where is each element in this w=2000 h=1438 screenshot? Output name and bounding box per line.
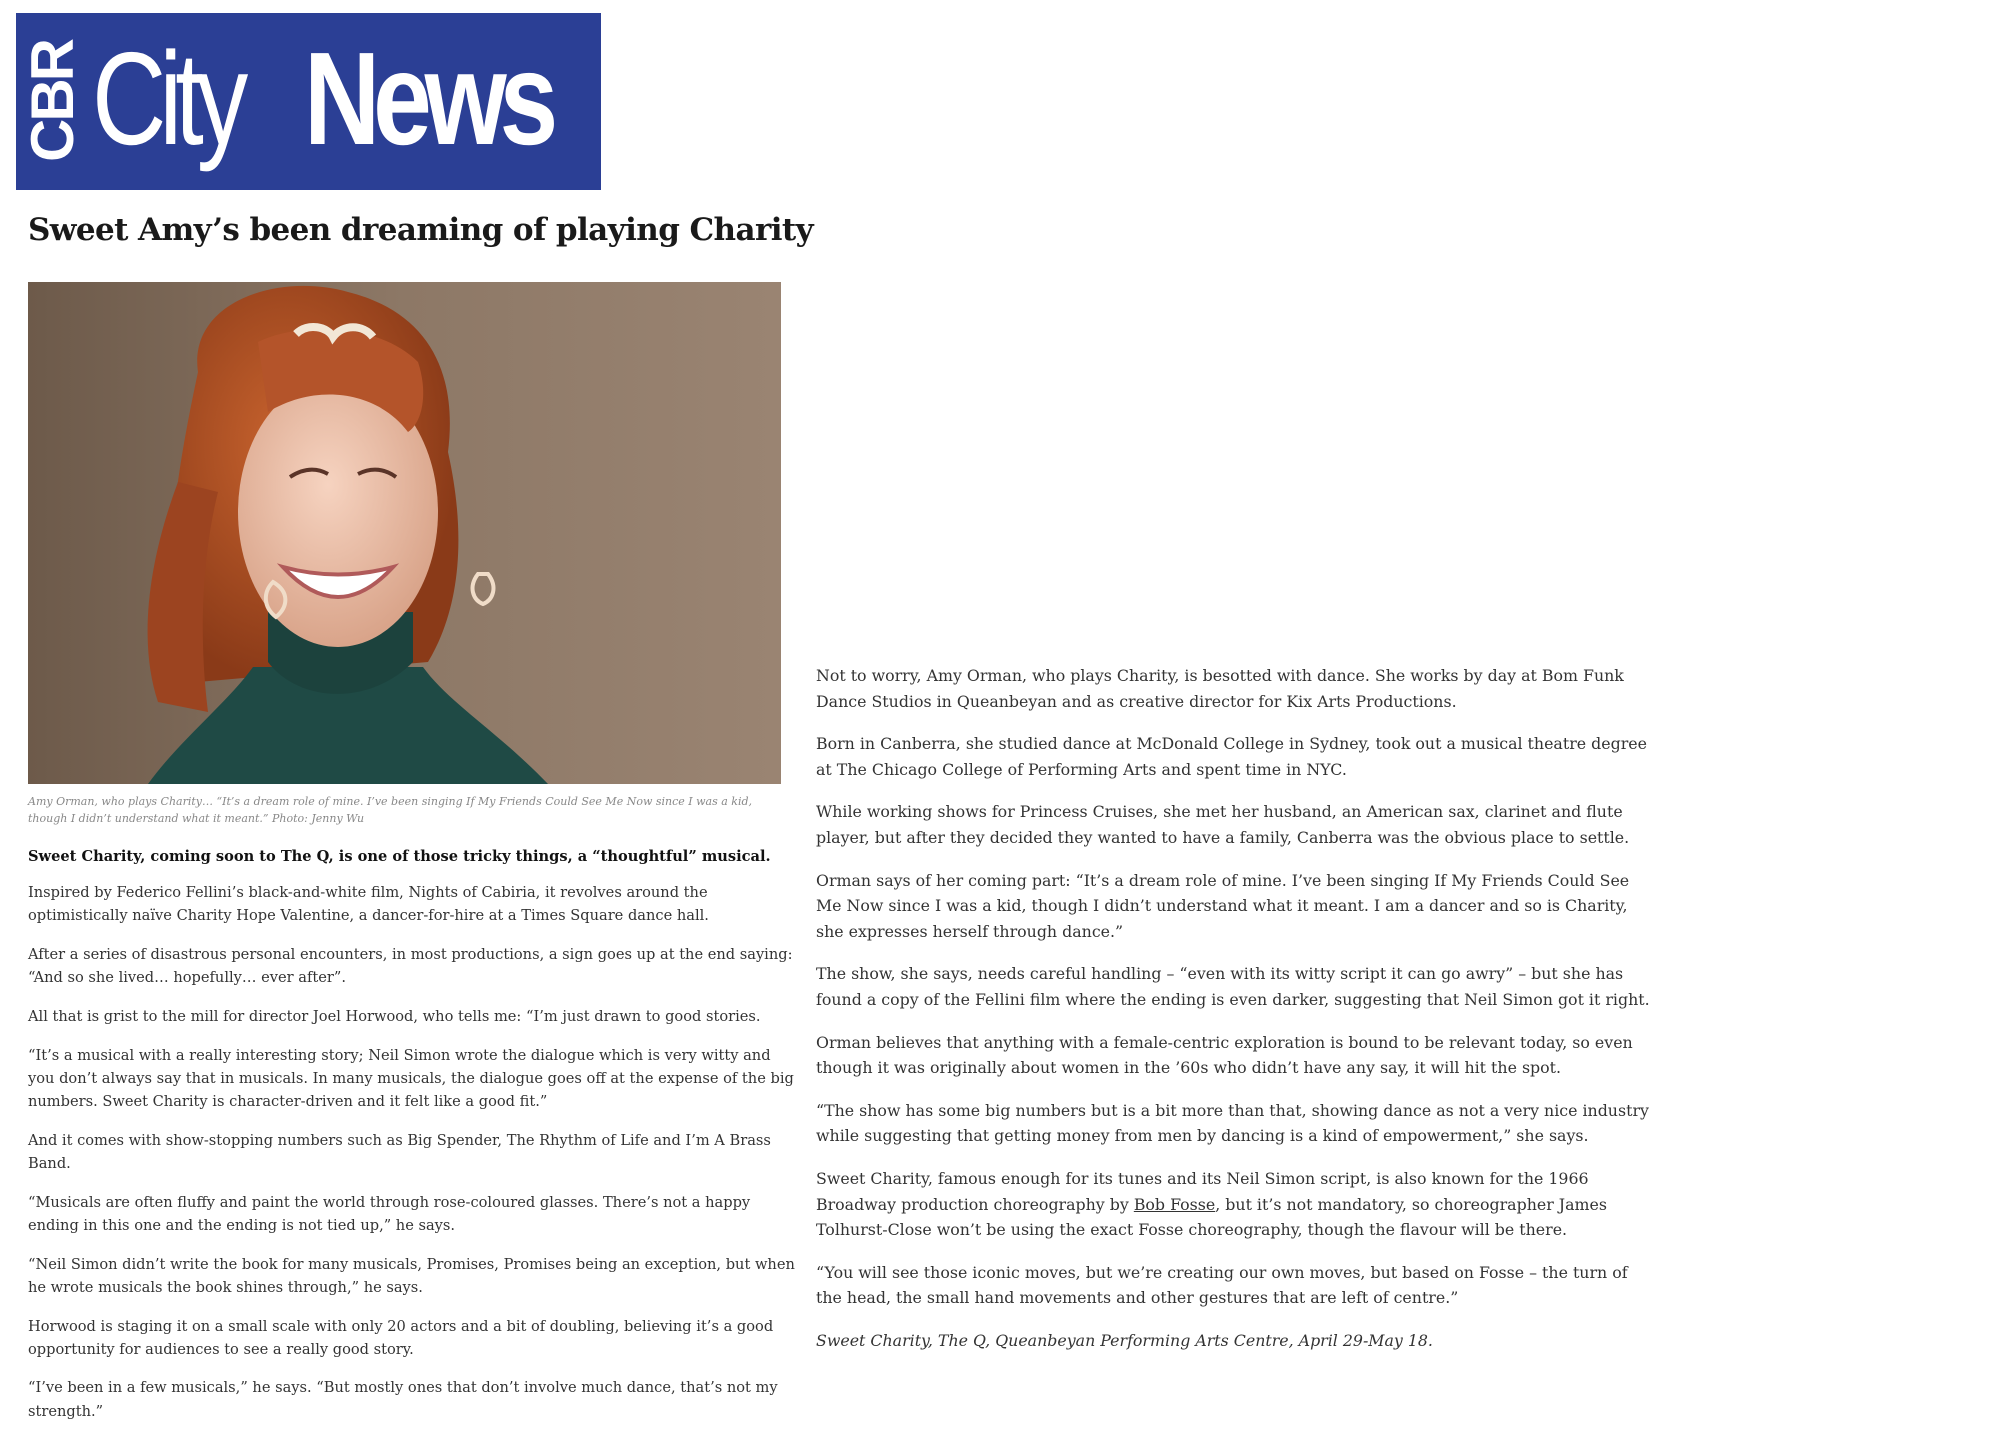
- article-paragraph: The show, she says, needs careful handling – “even with its witty script it can go awry” – but she has found a copy of the Fellini film where the ending is even darker, suggesting that Neil Simon got it right.: [816, 964, 1650, 1009]
- logo-news-text: News: [304, 25, 552, 172]
- article-column-left: [28, 845, 798, 1438]
- article-paragraph: After a series of disastrous personal encounters, in most productions, a sign goes up at the end saying: “And so she lived… hopefully… ever after”.: [28, 946, 793, 987]
- article-paragraph: “You will see those iconic moves, but we’re creating our own moves, but based on Fosse – the turn of the head, the small hand movements and other gestures that are left of centre.”: [816, 1262, 1628, 1308]
- article-paragraph: Born in Canberra, she studied dance at McDonald College in Sydney, took out a musical theatre degree at The Chicago College of Performing Arts and spent time in NYC.: [816, 734, 1647, 779]
- article-paragraph: Inspired by Federico Fellini’s black-and-white film, Nights of Cabiria, it revolves around the optimistically naïve Charity Hope Valentine, a dancer-for-hire at a Times Square dance hall.: [28, 884, 709, 925]
- article-paragraph: Not to worry, Amy Orman, who plays Charity, is besotted with dance. She works by day at Bom Funk Dance Studios in Queanbeyan and as creative director for Kix Arts Productions.: [816, 666, 1624, 711]
- article-paragraph: “The show has some big numbers but is a bit more than that, showing dance as not a very nice industry while suggesting that getting money from men by dancing is a kind of empowerment,” she says.: [816, 1100, 1649, 1146]
- article-intro: Sweet Charity, coming soon to The Q, is one of those tricky things, a “thoughtful” musical.: [28, 848, 771, 865]
- article-column-right: [816, 663, 1656, 1370]
- bob-fosse-link[interactable]: Bob Fosse: [1133, 1194, 1216, 1214]
- fosse-text-before: Sweet Charity, famous enough for its tunes and its Neil Simon script, is also known for the 1966 Broadway production choreography by: [816, 1168, 1589, 1214]
- article-photo: [28, 282, 781, 784]
- logo-cbr-text: CBR: [18, 41, 86, 162]
- fosse-text-after: , but it’s not mandatory, so choreographer James Tolhurst-Close won’t be using the exact Fosse choreography, though the flavour will be there.: [816, 1194, 1607, 1240]
- photo-caption: [28, 793, 788, 827]
- caption-line-2: though I didn’t understand what it meant.” Photo: Jenny Wu: [28, 812, 365, 825]
- caption-line-1: Amy Orman, who plays Charity… “It’s a dream role of mine. I’ve been singing If My Friends Could See Me Now since I was a kid,: [28, 795, 753, 808]
- article-paragraph: “Neil Simon didn’t write the book for many musicals, Promises, Promises being an exception, but when he wrote musicals the book shines through,” he says.: [28, 1255, 795, 1296]
- event-info: Sweet Charity, The Q, Queanbeyan Performing Arts Centre, April 29-May 18.: [816, 1330, 1433, 1350]
- article-headline: Sweet Amy’s been dreaming of playing Charity: [28, 212, 814, 248]
- article-paragraph: Horwood is staging it on a small scale with only 20 actors and a bit of doubling, believing it’s a good opportunity for audiences to see a really good story.: [28, 1317, 774, 1358]
- article-paragraph: “Musicals are often fluffy and paint the world through rose-coloured glasses. There’s not a happy ending in this one and the ending is not tied up,” he says.: [28, 1193, 751, 1234]
- article-paragraph-fosse: [816, 1166, 1656, 1243]
- article-paragraph: Orman says of her coming part: “It’s a dream role of mine. I’ve been singing If My Friends Could See Me Now since I was a kid, though I didn’t understand what it meant. I am a dancer and so is Charity, she expresses herself through dance.”: [816, 870, 1630, 941]
- article-paragraph: And it comes with show-stopping numbers such as Big Spender, The Rhythm of Life and I’m A Brass Band.: [28, 1131, 771, 1173]
- article-paragraph: “I’ve been in a few musicals,” he says. “But mostly ones that don’t involve much dance, that’s not my strength.”: [28, 1379, 778, 1420]
- article-paragraph: All that is grist to the mill for director Joel Horwood, who tells me: “I’m just drawn to good stories.: [28, 1008, 761, 1026]
- article-paragraph: While working shows for Princess Cruises, she met her husband, an American sax, clarinet and flute player, but after they decided they wanted to have a family, Canberra was the obvious place to settle.: [816, 802, 1630, 847]
- article-paragraph: “It’s a musical with a really interesting story; Neil Simon wrote the dialogue which is very witty and you don’t always say that in musicals. In many musicals, the dialogue goes off at the expense of the big numbers. Sweet Charity is character-driven and it felt like a good fit.”: [28, 1046, 794, 1111]
- site-logo[interactable]: [16, 13, 601, 190]
- logo-cbr-vertical: [18, 13, 86, 190]
- article-paragraph: Orman believes that anything with a female-centric exploration is bound to be relevant today, so even though it was originally about women in the ’60s who didn’t have any say, it will hit the spot.: [816, 1032, 1633, 1078]
- logo-city-text: City: [92, 25, 242, 172]
